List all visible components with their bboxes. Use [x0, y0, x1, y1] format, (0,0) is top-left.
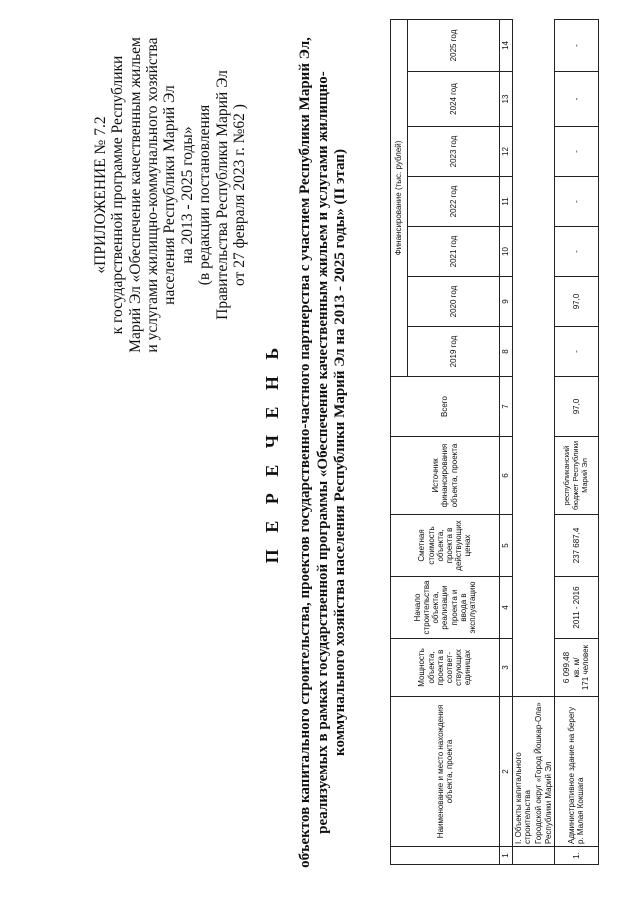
object-name: Административное здание на берегу р. Малая Кокшага [554, 697, 598, 847]
year-value: - [554, 72, 598, 127]
header-cell-year: 2021 год [408, 227, 500, 277]
column-number-row [500, 19, 513, 864]
capacity-unit: кв. м/ [571, 657, 581, 678]
capacity-people: 171 человек [580, 644, 590, 691]
appendix-line: населения Республики Марий Эл [161, 85, 179, 305]
district-label: Городской округ «Город Йошкар-Ола» Республики Марий Эл [533, 697, 554, 847]
section-row [513, 19, 534, 864]
column-number: 8 [500, 327, 513, 377]
appendix-line: Марий Эл «Обеспечение качественным жильем [126, 37, 144, 353]
header-cell-year: 2024 год [408, 72, 500, 127]
heading-line: реализуемых в рамках государственной программы «Обеспечение качественным жильем и услугами жилищно- [314, 71, 331, 834]
year-value: 97,0 [554, 277, 598, 327]
header-cell-capacity: Мощность объекта, проекта в соответ-ствующих единицах [391, 639, 500, 697]
header-cell-year: 2025 год [408, 19, 500, 71]
heading-title: П Е Р Е Ч Е Н Ь [262, 341, 282, 564]
appendix-line: Правительства Республики Марий Эл [213, 70, 231, 320]
object-source: республиканский бюджет Республики Марий Эл [554, 437, 598, 515]
column-number: 9 [500, 277, 513, 327]
header-cell-number [391, 847, 500, 865]
column-number: 2 [500, 697, 513, 847]
column-number: 13 [500, 72, 513, 127]
column-number: 7 [500, 377, 513, 437]
year-value: - [554, 227, 598, 277]
header-cell-start: Начало строительства объекта, реализации проекта и ввода в эксплуатацию [391, 577, 500, 639]
year-value: - [554, 19, 598, 71]
table-row [554, 19, 598, 864]
object-total: 97,0 [554, 377, 598, 437]
header-cell-source: Источник финансирования объекта, проекта [391, 437, 500, 515]
year-value: - [554, 127, 598, 177]
document-heading [262, 0, 350, 905]
section-label: I. Объекты капитального строительства [513, 697, 534, 847]
header-cell-total: Всего [391, 377, 500, 437]
header-cell-year: 2022 год [408, 177, 500, 227]
header-cell-name: Наименование и место нахождения объекта, проекта [391, 697, 500, 847]
row-number: 1. [554, 847, 598, 865]
column-number: 1 [500, 847, 513, 865]
appendix-line: на 2013 - 2025 годы» [178, 126, 196, 264]
heading-line: объектов капитального строительства, проектов государственно-частного партнерства с участием Республики Марий Эл, [297, 37, 313, 868]
header-cell-cost: Сметная стоимость объекта, проекта в действующих ценах [391, 515, 500, 577]
header-cell-year: 2020 год [408, 277, 500, 327]
year-value: - [554, 177, 598, 227]
header-cell-financing: Финансирование (тыс. рублей) [391, 19, 408, 376]
capacity-value: 6 099,48 [562, 651, 572, 684]
header-cell-year: 2019 год [408, 327, 500, 377]
appendix-line: к государственной программе Республики [109, 55, 127, 335]
column-number: 12 [500, 127, 513, 177]
objects-table [390, 19, 599, 865]
object-start: 2011 - 2016 [554, 577, 598, 639]
column-number: 11 [500, 177, 513, 227]
heading-line: коммунального хозяйства населения Республики Марий Эл на 2013 - 2025 годы» (II этап) [332, 149, 349, 756]
appendix-line: и услугами жилищно-коммунального хозяйства [144, 37, 162, 353]
appendix-line: (в редакции постановления [196, 104, 214, 286]
column-number: 10 [500, 227, 513, 277]
appendix-block [92, 25, 248, 365]
appendix-line: от 27 февраля 2023 г. №62 ) [230, 104, 248, 286]
object-capacity [554, 639, 598, 697]
year-value: - [554, 327, 598, 377]
column-number: 5 [500, 515, 513, 577]
column-number: 3 [500, 639, 513, 697]
district-row [533, 19, 554, 864]
column-number: 6 [500, 437, 513, 515]
object-cost: 237 687,4 [554, 515, 598, 577]
appendix-line: «ПРИЛОЖЕНИЕ № 7.2 [92, 116, 109, 274]
column-number: 4 [500, 577, 513, 639]
column-number: 14 [500, 19, 513, 71]
header-cell-year: 2023 год [408, 127, 500, 177]
